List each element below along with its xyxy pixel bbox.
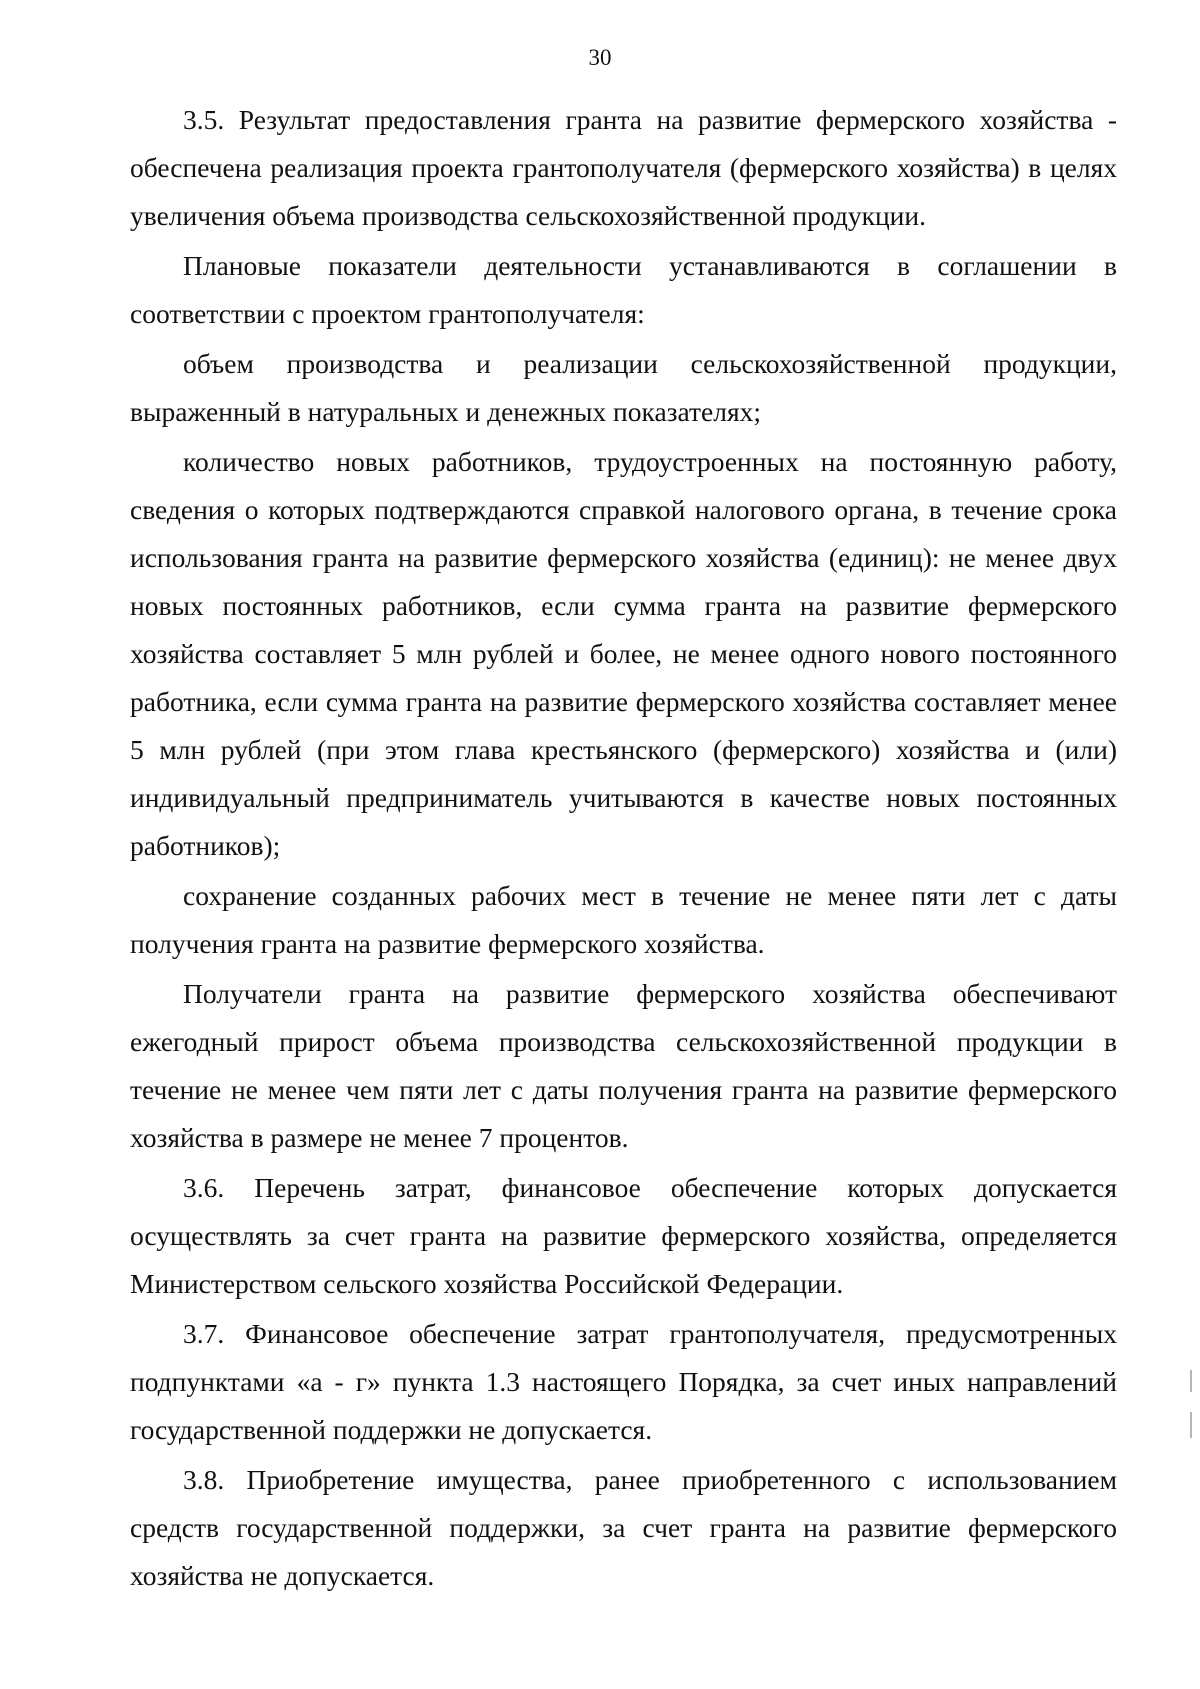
paragraph-3-5-result: 3.5. Результат предоставления гранта на развитие фермерского хозяйства - обеспечена реализация проекта грантополучателя (фермерского хозяйства) в целях увеличения объема производства сельскохозяйственной продукции.	[130, 104, 1117, 231]
paragraph-3-8-property: 3.8. Приобретение имущества, ранее приобретенного с использованием средств государственной поддержки, за счет гранта на развитие фермерского хозяйства не допускается.	[130, 1464, 1117, 1591]
paragraph-new-employees: количество новых работников, трудоустроенных на постоянную работу, сведения о которых подтверждаются справкой налогового органа, в течение срока использования гранта на развитие фермерского хозяйства (единиц): не менее двух новых постоянных работников, если сумма гранта на развитие фермерского хозяйства составляет 5 млн рублей и более, не менее одного нового постоянного работника, если сумма гранта на развитие фермерского хозяйства составляет менее 5 млн рублей (при этом глава крестьянского (фермерского) хозяйства и (или) индивидуальный предприниматель учитываются в качестве новых постоянных работников);	[130, 446, 1117, 861]
paragraph-3-7-financing: 3.7. Финансовое обеспечение затрат грантополучателя, предусмотренных подпунктами «а - г» пункта 1.3 настоящего Порядка, за счет иных направлений государственной поддержки не допускается.	[130, 1318, 1117, 1445]
paragraph-production-volume: объем производства и реализации сельскохозяйственной продукции, выраженный в натуральных и денежных показателях;	[130, 348, 1117, 427]
document-body	[130, 96, 1117, 1602]
scan-artifact-mark	[1190, 1412, 1192, 1438]
paragraph-3-6-cost-list: 3.6. Перечень затрат, финансовое обеспечение которых допускается осуществлять за счет гранта на развитие фермерского хозяйства, определяется Министерством сельского хозяйства Российской Федерации.	[130, 1172, 1117, 1299]
scan-artifact-mark	[1190, 1370, 1192, 1392]
paragraph-job-retention: сохранение созданных рабочих мест в течение не менее пяти лет с даты получения гранта на развитие фермерского хозяйства.	[130, 880, 1117, 959]
paragraph-annual-growth: Получатели гранта на развитие фермерского хозяйства обеспечивают ежегодный прирост объема производства сельскохозяйственной продукции в течение не менее чем пяти лет с даты получения гранта на развитие фермерского хозяйства в размере не менее 7 процентов.	[130, 978, 1117, 1153]
page-number: 30	[588, 45, 612, 70]
paragraph-planned-indicators: Плановые показатели деятельности устанавливаются в соглашении в соответствии с проектом грантополучателя:	[130, 250, 1117, 329]
